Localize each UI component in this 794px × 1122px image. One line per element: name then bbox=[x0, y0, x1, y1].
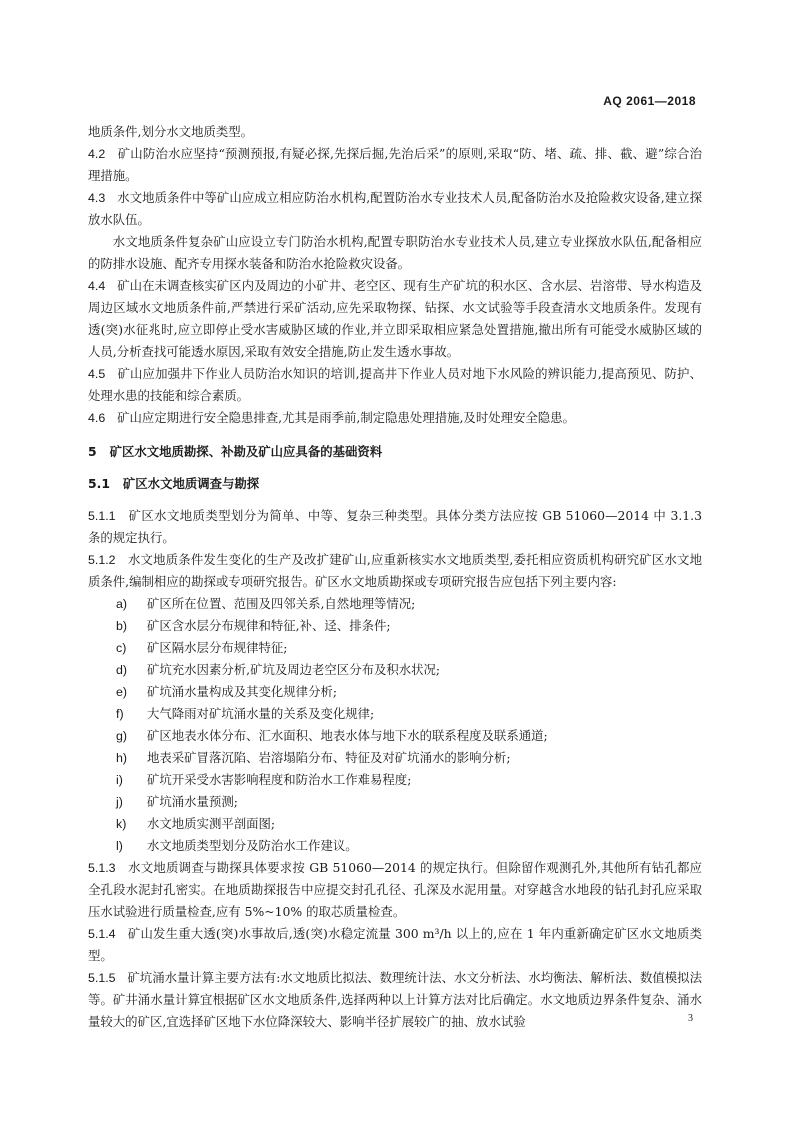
list-item: d) 矿坑充水因素分析,矿坑及周边老空区分布及积水状况; bbox=[116, 662, 441, 677]
list-item: a) 矿区所在位置、范围及四邻关系,自然地理等情况; bbox=[116, 596, 416, 611]
clause-number: 5.1.3 bbox=[88, 861, 116, 875]
page-number: 3 bbox=[688, 1013, 693, 1024]
list-item: j) 矿坑涌水量预测; bbox=[116, 794, 238, 809]
standard-code: AQ 2061—2018 bbox=[603, 94, 696, 108]
list-item: l) 水文地质类型划分及防治水工作建议。 bbox=[116, 838, 358, 853]
clause-5-1-1: 5.1.1 矿区水文地质类型划分为简单、中等、复杂三种类型。具体分类方法应按 GB 51060—2014 中 3.1.3 条的规定执行。 bbox=[88, 508, 702, 545]
list-item: i) 矿坑开采受水害影响程度和防治水工作难易程度; bbox=[116, 772, 412, 787]
list-item: g) 矿区地表水体分布、汇水面积、地表水体与地下水的联系程度及联系通道; bbox=[116, 728, 548, 743]
paragraph: 地质条件,划分水文地质类型。 bbox=[88, 124, 254, 139]
clause-4-5: 4.5 矿山应加强井下作业人员防治水知识的培训,提高井下作业人员对地下水风险的辨识能力,提高预见、防护、处理水患的技能和综合素质。 bbox=[88, 366, 702, 403]
clause-number: 5.1.4 bbox=[88, 927, 116, 941]
clause-5-1-2: 5.1.2 水文地质条件发生变化的生产及改扩建矿山,应重新核实水文地质类型,委托相应资质机构研究矿区水文地质条件,编制相应的勘探或专项研究报告。矿区水文地质勘探或专项研究报告应包括下列主要内容: bbox=[88, 552, 702, 589]
clause-5-1-3: 5.1.3 水文地质调查与勘探具体要求按 GB 51060—2014 的规定执行。但除留作观测孔外,其他所有钻孔都应全孔段水泥封孔密实。在地质勘探报告中应提交封孔孔径、孔深及水泥用量。对穿越含水地段的钻孔封孔应采取压水试验进行质量检查,应有 5%~10% 的取芯质量检查。 bbox=[88, 860, 702, 919]
list-item: f) 大气降雨对矿坑涌水量的关系及变化规律; bbox=[116, 706, 375, 721]
clause-number: 4.2 bbox=[88, 147, 106, 161]
clause-number: 4.4 bbox=[88, 279, 106, 293]
clause-number: 5.1.5 bbox=[88, 971, 116, 985]
list-item: c) 矿区隔水层分布规律特征; bbox=[116, 640, 288, 655]
clause-5-1-4: 5.1.4 矿山发生重大透(突)水事故后,透(突)水稳定流量 300 m³/h 以上的,应在 1 年内重新确定矿区水文地质类型。 bbox=[88, 926, 702, 963]
clause-4-6: 4.6 矿山应定期进行安全隐患排查,尤其是雨季前,制定隐患处理措施,及时处理安全隐患。 bbox=[88, 410, 575, 425]
document-body bbox=[88, 121, 702, 1033]
clause-4-4: 4.4 矿山在未调查核实矿区内及周边的小矿井、老空区、现有生产矿坑的积水区、含水层、岩溶带、导水构造及周边区域水文地质条件前,严禁进行采矿活动,应先采取物探、钻探、水文试验等手段查清水文地质条件。发现有透(突)水征兆时,应立即停止受水害威胁区域的作业,并立即采取相应紧急处置措施,撤出所有可能受水威胁区域的人员,分析查找可能透水原因,采取有效安全措施,防止发生透水事故。 bbox=[88, 278, 702, 359]
clause-number: 4.6 bbox=[88, 411, 106, 425]
list-item: h) 地表采矿冒落沉陷、岩溶塌陷分布、特征及对矿坑涌水的影响分析; bbox=[116, 750, 511, 765]
list-item: b) 矿区含水层分布规律和特征,补、迳、排条件; bbox=[116, 618, 391, 633]
paragraph: 水文地质条件复杂矿山应设立专门防治水机构,配置专职防治水专业技术人员,建立专业探放水队伍,配备相应的防排水设施、配齐专用探水装备和防治水抢险救灾设备。 bbox=[88, 234, 702, 271]
list-item: e) 矿坑涌水量构成及其变化规律分析; bbox=[116, 684, 338, 699]
list-item: k) 水文地质实测平剖面图; bbox=[116, 816, 276, 831]
clause-number: 5.1.2 bbox=[88, 553, 116, 567]
clause-5-1-5: 5.1.5 矿坑涌水量计算主要方法有:水文地质比拟法、数理统计法、水文分析法、水均衡法、解析法、数值模拟法等。矿井涌水量计算宜根据矿区水文地质条件,选择两种以上计算方法对比后确定。水文地质边界条件复杂、涌水量较大的矿区,宜选择矿区地下水位降深较大、影响半径扩展较广的抽、放水试验 bbox=[88, 970, 702, 1029]
clause-number: 4.5 bbox=[88, 367, 106, 381]
subsection-heading: 5.1 矿区水文地质调查与勘探 bbox=[88, 476, 260, 491]
clause-number: 5.1.1 bbox=[88, 509, 116, 523]
section-heading: 5 矿区水文地质勘探、补勘及矿山应具备的基础资料 bbox=[88, 444, 383, 459]
clause-4-2: 4.2 矿山防治水应坚持“预测预报,有疑必探,先探后掘,先治后采”的原则,采取“防、堵、疏、排、截、避”综合治理措施。 bbox=[88, 146, 702, 183]
clause-number: 4.3 bbox=[88, 191, 106, 205]
clause-4-3: 4.3 水文地质条件中等矿山应成立相应防治水机构,配置防治水专业技术人员,配备防治水及抢险救灾设备,建立探放水队伍。 bbox=[88, 190, 702, 227]
